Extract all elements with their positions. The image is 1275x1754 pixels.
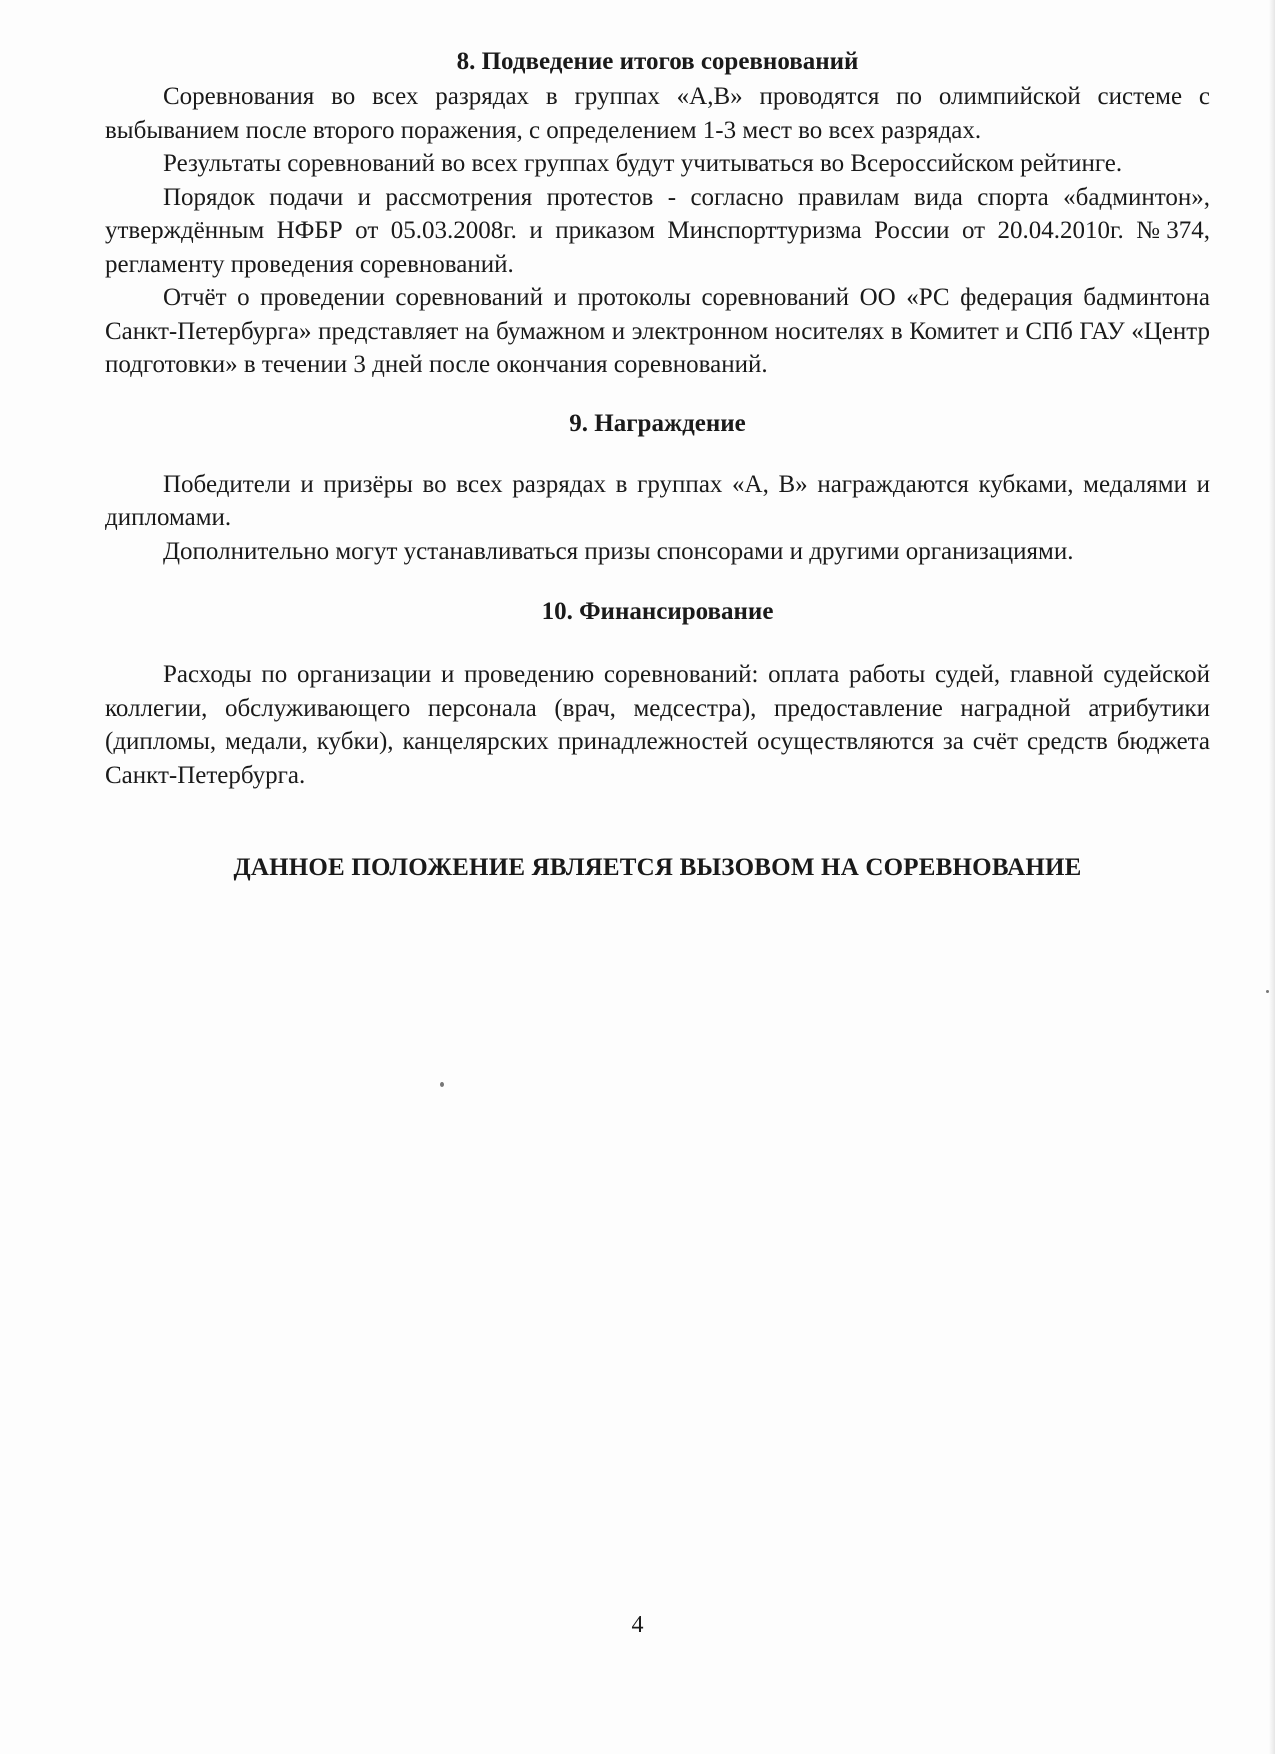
section-spacer [105, 792, 1210, 852]
section-8 [105, 46, 1210, 382]
section-spacer [105, 568, 1210, 596]
paragraph: Дополнительно могут устанавливаться призы спонсорами и другими организациями. [163, 537, 1074, 565]
section-9-heading: 9. Награждение [569, 409, 746, 437]
document-content [105, 46, 1210, 884]
section-8-heading: 8. Подведение итогов соревнований [456, 48, 859, 75]
paragraph: Соревнования во всех разрядах в группах «А,В» проводятся по олимпийской системе с выбыванием после второго поражения, с определением 1-3 мест во всех разрядах. [105, 83, 1210, 144]
section-10 [105, 596, 1210, 792]
paragraph: Отчёт о проведении соревнований и протоколы соревнований ОО «РС федерация бадминтона Санкт-Петербурга» представляет на бумажном и электронном носителях в Комитет и СПб ГАУ «Центр подготовки» в течении 3 дней после окончания соревнований. [105, 284, 1210, 378]
section-spacer [105, 382, 1210, 408]
scan-speck [1266, 990, 1269, 993]
final-statement: ДАННОЕ ПОЛОЖЕНИЕ ЯВЛЯЕТСЯ ВЫЗОВОМ НА СОРЕВНОВАНИЕ [233, 854, 1082, 881]
scan-edge-shadow [1269, 0, 1275, 1754]
section-9 [105, 408, 1210, 569]
paragraph: Победители и призёры во всех разрядах в группах «А, В» награждаются кубками, медалями и дипломами. [105, 470, 1210, 531]
paragraph: Результаты соревнований во всех группах будут учитываться во Всероссийском рейтинге. [163, 150, 1123, 177]
paragraph: Порядок подачи и рассмотрения протестов - согласно правилам вида спорта «бадминтон», утверждённым НФБР от 05.03.2008г. и приказом Минспорттуризма России от 20.04.2010г. №374, регламенту проведения соревнований. [105, 183, 1210, 278]
page-number: 4 [631, 1612, 644, 1638]
section-10-heading: 10. Финансирование [541, 598, 774, 625]
scan-speck [440, 1082, 444, 1087]
paragraph: Расходы по организации и проведению соревнований: оплата работы судей, главной судейской коллегии, обслуживающего персонала (врач, медсестра), предоставление наградной атрибутики (дипломы, медали, кубки), канцелярских принадлежностей осуществляются за счёт средств бюджета Санкт-Петербурга. [105, 661, 1210, 789]
